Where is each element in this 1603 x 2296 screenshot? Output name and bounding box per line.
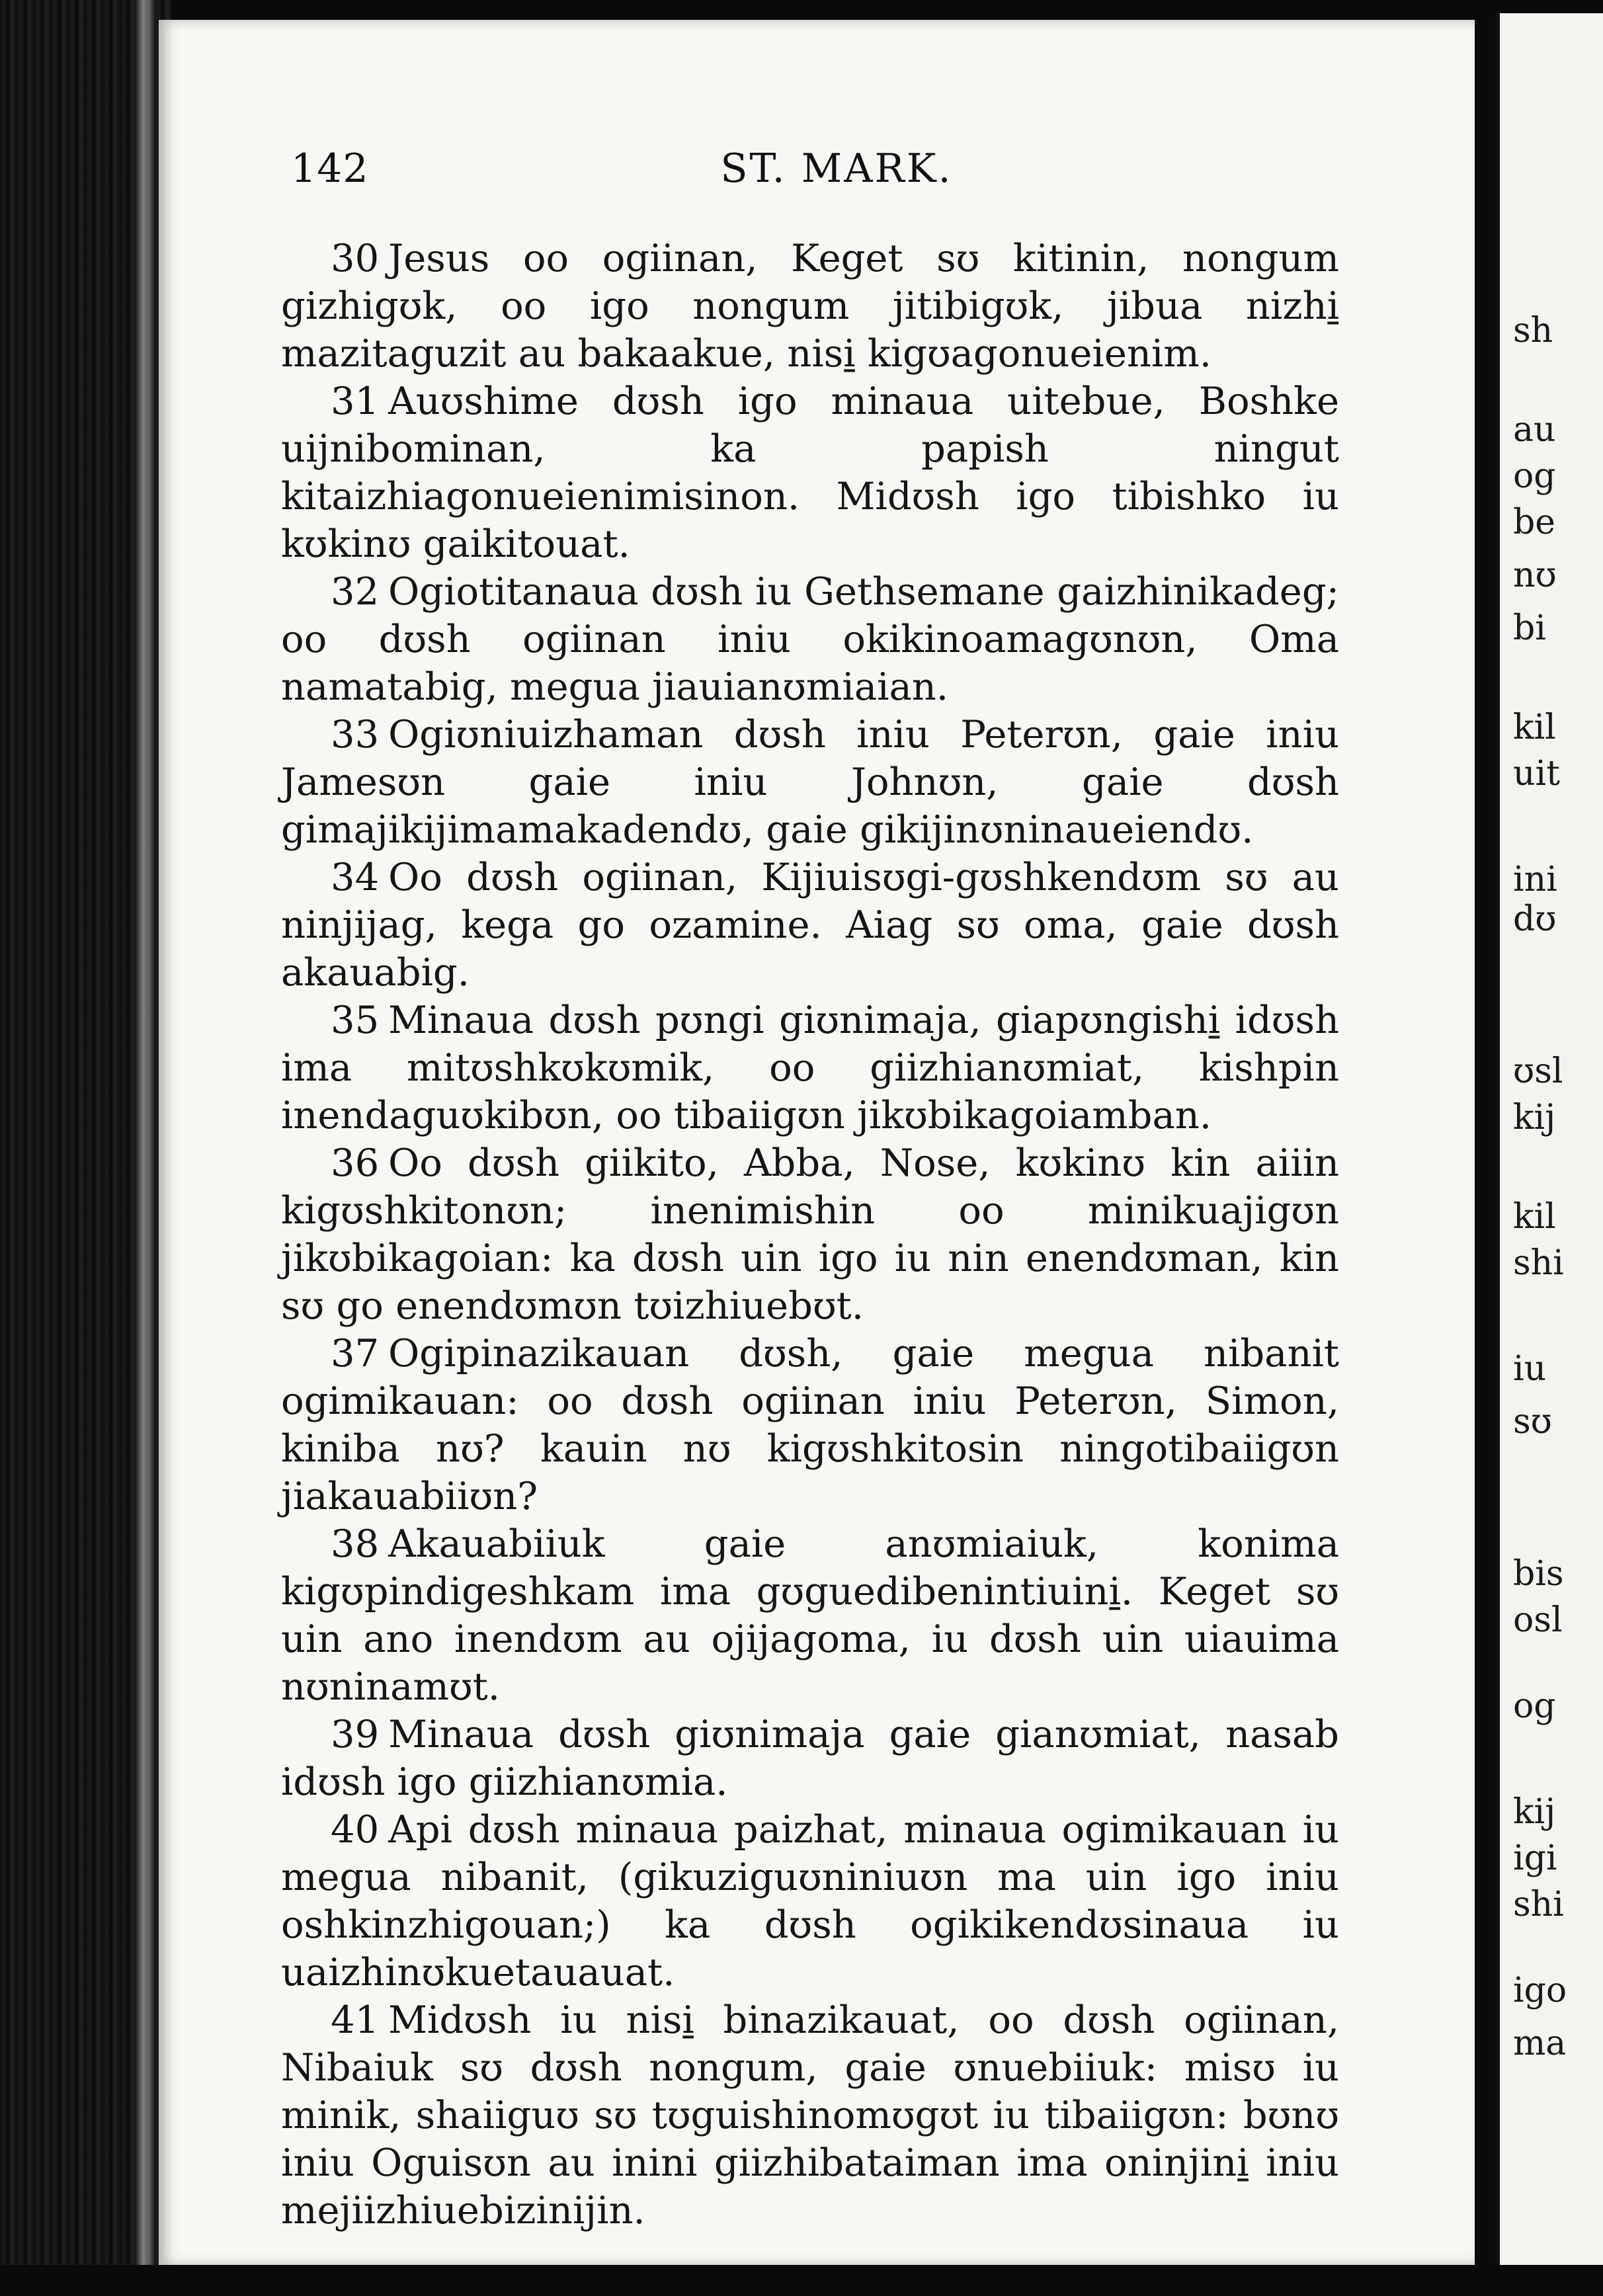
adjacent-page-fragment: dʊ (1513, 899, 1557, 939)
verse-number: 37 (331, 1331, 380, 1375)
adjacent-page-fragment: igi (1513, 1838, 1557, 1878)
verse-number: 35 (331, 998, 380, 1042)
verse-number: 31 (331, 379, 380, 423)
adjacent-page-fragment: iu (1513, 1349, 1547, 1389)
verse-number: 32 (331, 569, 380, 614)
verse-number: 34 (331, 855, 380, 899)
verse-number: 36 (331, 1141, 380, 1185)
adjacent-page-fragment: ʊsl (1513, 1051, 1563, 1091)
verse-text: Oo dʊsh giikito, Abba, Nose, kʊkinʊ kin aiiin kigʊshkitonʊn; inenimishin oo minikuajigʊn jikʊbikagoian: ka dʊsh uin igo iu nin enendʊman, kin sʊ go enendʊmʊn tʊizhiuebʊt. (281, 1141, 1339, 1328)
verse-number: 40 (331, 1807, 380, 1852)
page-number: 142 (291, 145, 369, 192)
adjacent-page-fragment: ma (1513, 2024, 1567, 2063)
verse-text: Ogiotitanaua dʊsh iu Gethsemane gaizhinikadeg; oo dʊsh ogiinan iniu okikinoamagʊnʊn, Oma namatabig, megua jiauianʊmiaian. (281, 569, 1339, 709)
verse-35 (281, 997, 1339, 1139)
adjacent-page-edge (1496, 13, 1603, 2275)
adjacent-page-fragment: ini (1513, 860, 1557, 899)
adjacent-page-fragment: sʊ (1513, 1402, 1552, 1442)
verse-number: 39 (331, 1712, 380, 1756)
scripture-text (281, 235, 1339, 2234)
verse-number: 38 (331, 1522, 380, 1566)
verse-41 (281, 1996, 1339, 2234)
adjacent-page-fragment: sh (1513, 311, 1553, 350)
adjacent-page-fragment: be (1513, 503, 1556, 542)
scan-bottom-border (0, 2265, 1603, 2296)
verse-text: Jesus oo ogiinan, Keget sʊ kitinin, nongum gizhigʊk, oo igo nongum jitibigʊk, jibua nizhi̱ mazitaguzit au bakaakue, nisi̱ kigʊagonueienim. (281, 236, 1339, 376)
verse-30 (281, 235, 1339, 378)
adjacent-page-fragment: osl (1513, 1600, 1563, 1640)
verse-37 (281, 1330, 1339, 1520)
book-page (159, 20, 1475, 2265)
adjacent-page-fragment: bi (1513, 608, 1546, 648)
verse-34 (281, 854, 1339, 997)
verse-text: Midʊsh iu nisi̱ binazikauat, oo dʊsh ogiinan, Nibaiuk sʊ dʊsh nongum, gaie ʊnuebiiuk: misʊ iu minik, shaiiguʊ sʊ tʊguishinomʊgʊt iu tibaiigʊn: bʊnʊ iniu Oguisʊn au inini giizhibataiman ima oninjini̱ iniu mejiizhiuebizinijin. (281, 1998, 1339, 2233)
adjacent-page-fragment: og (1513, 1686, 1556, 1726)
verse-31 (281, 378, 1339, 568)
verse-text: Api dʊsh minaua paizhat, minaua ogimikauan iu megua nibanit, (gikuziguʊniniuʊn ma uin igo iniu oshkinzhigouan;) ka dʊsh ogikikendʊsinaua iu uaizhinʊkuetauauat. (281, 1807, 1339, 1994)
verse-number: 30 (331, 236, 380, 280)
verse-33 (281, 711, 1339, 854)
verse-text: Minaua dʊsh pʊngi giʊnimaja, giapʊngishi̱ idʊsh ima mitʊshkʊkʊmik, oo giizhianʊmiat, kishpin inendaguʊkibʊn, oo tibaiigʊn jikʊbikagoiamban. (281, 998, 1339, 1137)
adjacent-page-fragment: igo (1513, 1971, 1567, 2010)
adjacent-page-fragment: og (1513, 456, 1556, 496)
adjacent-page-fragment: au (1513, 410, 1556, 450)
adjacent-page-fragment: shi (1513, 1243, 1564, 1283)
adjacent-page-fragment: kij (1513, 1792, 1556, 1832)
verse-text: Akauabiiuk gaie anʊmiaiuk, konima kigʊpindigeshkam ima gʊguedibenintiuini̱. Keget sʊ uin ano inendʊm au ojijagoma, iu dʊsh uin uiauima nʊninamʊt. (281, 1522, 1339, 1709)
verse-text: Auʊshime dʊsh igo minaua uitebue, Boshke uijnibominan, ka papish ningut kitaizhiagonueienimisinon. Midʊsh igo tibishko iu kʊkinʊ gaikitouat. (281, 379, 1339, 566)
verse-40 (281, 1806, 1339, 1996)
adjacent-page-fragment: kil (1513, 1197, 1556, 1237)
verse-text: Ogiʊniuizhaman dʊsh iniu Peterʊn, gaie iniu Jamesʊn gaie iniu Johnʊn, gaie dʊsh gimajikijimamakadendʊ, gaie gikijinʊninaueiendʊ. (281, 712, 1339, 852)
verse-39 (281, 1711, 1339, 1806)
verse-number: 41 (331, 1998, 380, 2042)
verse-text: Oo dʊsh ogiinan, Kijiuisʊgi-gʊshkendʊm sʊ au ninjijag, kega go ozamine. Aiag sʊ oma, gaie dʊsh akauabig. (281, 855, 1339, 995)
adjacent-page-fragment: kil (1513, 708, 1556, 747)
verse-36 (281, 1139, 1339, 1330)
verse-32 (281, 568, 1339, 711)
page-edge-shadow (136, 0, 155, 2296)
adjacent-page-fragment: uit (1513, 754, 1561, 794)
verse-number: 33 (331, 712, 380, 757)
verse-text: Minaua dʊsh giʊnimaja gaie gianʊmiat, nasab idʊsh igo giizhianʊmia. (281, 1712, 1339, 1804)
adjacent-page-fragment: shi (1513, 1885, 1564, 1924)
running-head: ST. MARK. (720, 145, 953, 192)
adjacent-page-fragment: bis (1513, 1554, 1564, 1594)
page-header (159, 145, 1475, 205)
adjacent-page-fragment: nʊ (1513, 555, 1557, 595)
verse-38 (281, 1520, 1339, 1711)
adjacent-page-fragment: kij (1513, 1098, 1556, 1137)
verse-text: Ogipinazikauan dʊsh, gaie megua nibanit ogimikauan: oo dʊsh ogiinan iniu Peterʊn, Simon, kiniba nʊ? kauin nʊ kigʊshkitosin ningotibaiigʊn jiakauabiiʊn? (281, 1331, 1339, 1518)
